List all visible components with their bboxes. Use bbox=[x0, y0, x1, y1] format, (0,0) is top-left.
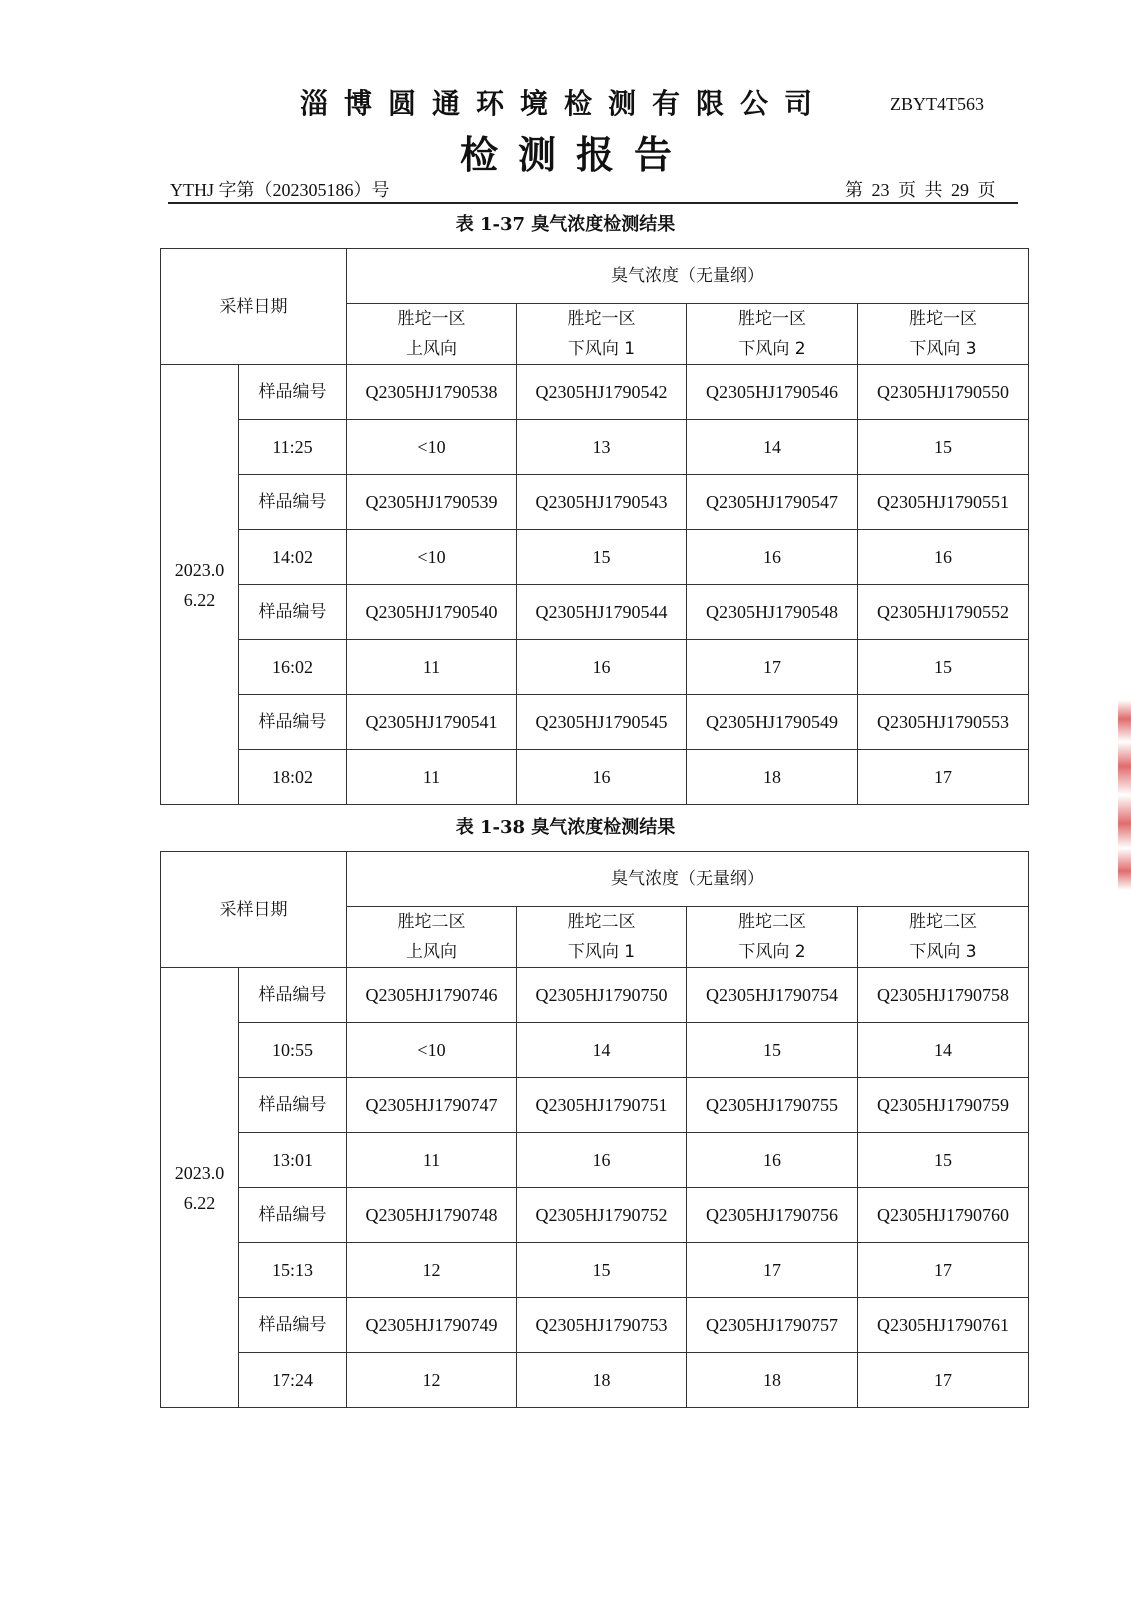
table-row bbox=[161, 1243, 1029, 1298]
odor-concentration-header: 臭气浓度（无量纲） bbox=[347, 249, 1029, 304]
value-cell: 18 bbox=[687, 750, 858, 805]
value-cell: 16 bbox=[517, 640, 687, 695]
time-cell: 14:02 bbox=[239, 530, 347, 585]
value-cell: <10 bbox=[347, 420, 517, 475]
table-row bbox=[161, 1353, 1029, 1408]
column-header: 胜坨二区 下风向 3 bbox=[858, 907, 1029, 968]
value-cell: 14 bbox=[687, 420, 858, 475]
sample-id: Q2305HJ1790546 bbox=[687, 365, 858, 420]
value-cell: 15 bbox=[858, 1133, 1029, 1188]
time-cell: 18:02 bbox=[239, 750, 347, 805]
sample-id: Q2305HJ1790750 bbox=[517, 968, 687, 1023]
sample-id: Q2305HJ1790545 bbox=[517, 695, 687, 750]
value-cell: 16 bbox=[687, 1133, 858, 1188]
column-header: 胜坨一区 上风向 bbox=[347, 304, 517, 365]
time-cell: 13:01 bbox=[239, 1133, 347, 1188]
table-row bbox=[161, 475, 1029, 530]
value-cell: 13 bbox=[517, 420, 687, 475]
value-cell: 11 bbox=[347, 1133, 517, 1188]
row-label: 样品编号 bbox=[239, 1188, 347, 1243]
table-row bbox=[161, 585, 1029, 640]
sample-id: Q2305HJ1790538 bbox=[347, 365, 517, 420]
row-label: 样品编号 bbox=[239, 585, 347, 640]
sample-id: Q2305HJ1790746 bbox=[347, 968, 517, 1023]
table-row bbox=[161, 695, 1029, 750]
value-cell: 17 bbox=[858, 1243, 1029, 1298]
time-cell: 16:02 bbox=[239, 640, 347, 695]
sample-id: Q2305HJ1790548 bbox=[687, 585, 858, 640]
sample-id: Q2305HJ1790540 bbox=[347, 585, 517, 640]
odor-table-1 bbox=[160, 248, 1029, 805]
table-row bbox=[161, 420, 1029, 475]
date-cell: 2023.0 6.22 bbox=[161, 968, 239, 1408]
time-cell: 17:24 bbox=[239, 1353, 347, 1408]
sample-id: Q2305HJ1790543 bbox=[517, 475, 687, 530]
value-cell: 17 bbox=[858, 750, 1029, 805]
value-cell: 14 bbox=[517, 1023, 687, 1078]
sample-id: Q2305HJ1790541 bbox=[347, 695, 517, 750]
value-cell: 11 bbox=[347, 640, 517, 695]
sample-id: Q2305HJ1790754 bbox=[687, 968, 858, 1023]
report-title: 检测报告 bbox=[460, 132, 693, 177]
sample-id: Q2305HJ1790760 bbox=[858, 1188, 1029, 1243]
column-header: 胜坨二区 下风向 1 bbox=[517, 907, 687, 968]
table-row bbox=[161, 1133, 1029, 1188]
column-header: 胜坨一区 下风向 3 bbox=[858, 304, 1029, 365]
sample-id: Q2305HJ1790550 bbox=[858, 365, 1029, 420]
sampling-date-header: 采样日期 bbox=[161, 852, 347, 968]
seal-edge bbox=[1118, 700, 1131, 890]
time-cell: 10:55 bbox=[239, 1023, 347, 1078]
time-cell: 15:13 bbox=[239, 1243, 347, 1298]
table-2-caption: 表 1-38 臭气浓度检测结果 bbox=[455, 817, 676, 838]
date-cell: 2023.0 6.22 bbox=[161, 365, 239, 805]
sample-id: Q2305HJ1790758 bbox=[858, 968, 1029, 1023]
row-label: 样品编号 bbox=[239, 968, 347, 1023]
table-row bbox=[161, 968, 1029, 1023]
sample-id: Q2305HJ1790542 bbox=[517, 365, 687, 420]
sampling-date-header: 采样日期 bbox=[161, 249, 347, 365]
value-cell: 17 bbox=[858, 1353, 1029, 1408]
table-row bbox=[161, 750, 1029, 805]
sample-id: Q2305HJ1790761 bbox=[858, 1298, 1029, 1353]
sample-id: Q2305HJ1790759 bbox=[858, 1078, 1029, 1133]
sample-id: Q2305HJ1790756 bbox=[687, 1188, 858, 1243]
value-cell: 18 bbox=[687, 1353, 858, 1408]
value-cell: 16 bbox=[687, 530, 858, 585]
value-cell: 12 bbox=[347, 1353, 517, 1408]
table-row bbox=[161, 1298, 1029, 1353]
sample-id: Q2305HJ1790544 bbox=[517, 585, 687, 640]
sample-id: Q2305HJ1790755 bbox=[687, 1078, 858, 1133]
value-cell: 15 bbox=[517, 530, 687, 585]
value-cell: 17 bbox=[687, 640, 858, 695]
table-1-caption: 表 1-37 臭气浓度检测结果 bbox=[455, 214, 676, 235]
table-row bbox=[161, 530, 1029, 585]
value-cell: 15 bbox=[687, 1023, 858, 1078]
row-label: 样品编号 bbox=[239, 1078, 347, 1133]
sample-id: Q2305HJ1790551 bbox=[858, 475, 1029, 530]
header-rule bbox=[168, 202, 1018, 204]
sample-id: Q2305HJ1790747 bbox=[347, 1078, 517, 1133]
company-name: 淄博圆通环境检测有限公司 bbox=[300, 87, 829, 120]
value-cell: <10 bbox=[347, 1023, 517, 1078]
sample-id: Q2305HJ1790553 bbox=[858, 695, 1029, 750]
table-row bbox=[161, 1188, 1029, 1243]
value-cell: 17 bbox=[687, 1243, 858, 1298]
column-header: 胜坨二区 上风向 bbox=[347, 907, 517, 968]
value-cell: 15 bbox=[517, 1243, 687, 1298]
sample-id: Q2305HJ1790753 bbox=[517, 1298, 687, 1353]
document-number: YTHJ 字第（202305186）号 bbox=[170, 180, 390, 200]
report-code: ZBYT4T563 bbox=[890, 94, 984, 114]
value-cell: 18 bbox=[517, 1353, 687, 1408]
sample-id: Q2305HJ1790757 bbox=[687, 1298, 858, 1353]
odor-table-2 bbox=[160, 851, 1029, 1408]
table-row bbox=[161, 1023, 1029, 1078]
row-label: 样品编号 bbox=[239, 365, 347, 420]
value-cell: <10 bbox=[347, 530, 517, 585]
column-header: 胜坨二区 下风向 2 bbox=[687, 907, 858, 968]
sample-id: Q2305HJ1790752 bbox=[517, 1188, 687, 1243]
table-row bbox=[161, 365, 1029, 420]
value-cell: 12 bbox=[347, 1243, 517, 1298]
value-cell: 14 bbox=[858, 1023, 1029, 1078]
value-cell: 16 bbox=[517, 1133, 687, 1188]
value-cell: 11 bbox=[347, 750, 517, 805]
row-label: 样品编号 bbox=[239, 1298, 347, 1353]
row-label: 样品编号 bbox=[239, 475, 347, 530]
value-cell: 15 bbox=[858, 640, 1029, 695]
odor-concentration-header: 臭气浓度（无量纲） bbox=[347, 852, 1029, 907]
sample-id: Q2305HJ1790749 bbox=[347, 1298, 517, 1353]
time-cell: 11:25 bbox=[239, 420, 347, 475]
column-header: 胜坨一区 下风向 2 bbox=[687, 304, 858, 365]
row-label: 样品编号 bbox=[239, 695, 347, 750]
table-row bbox=[161, 640, 1029, 695]
sample-id: Q2305HJ1790751 bbox=[517, 1078, 687, 1133]
sample-id: Q2305HJ1790552 bbox=[858, 585, 1029, 640]
value-cell: 16 bbox=[858, 530, 1029, 585]
value-cell: 15 bbox=[858, 420, 1029, 475]
sample-id: Q2305HJ1790547 bbox=[687, 475, 858, 530]
sample-id: Q2305HJ1790539 bbox=[347, 475, 517, 530]
table-row bbox=[161, 1078, 1029, 1133]
value-cell: 16 bbox=[517, 750, 687, 805]
sample-id: Q2305HJ1790748 bbox=[347, 1188, 517, 1243]
page-info: 第 23 页 共 29 页 bbox=[845, 180, 996, 200]
column-header: 胜坨一区 下风向 1 bbox=[517, 304, 687, 365]
sample-id: Q2305HJ1790549 bbox=[687, 695, 858, 750]
